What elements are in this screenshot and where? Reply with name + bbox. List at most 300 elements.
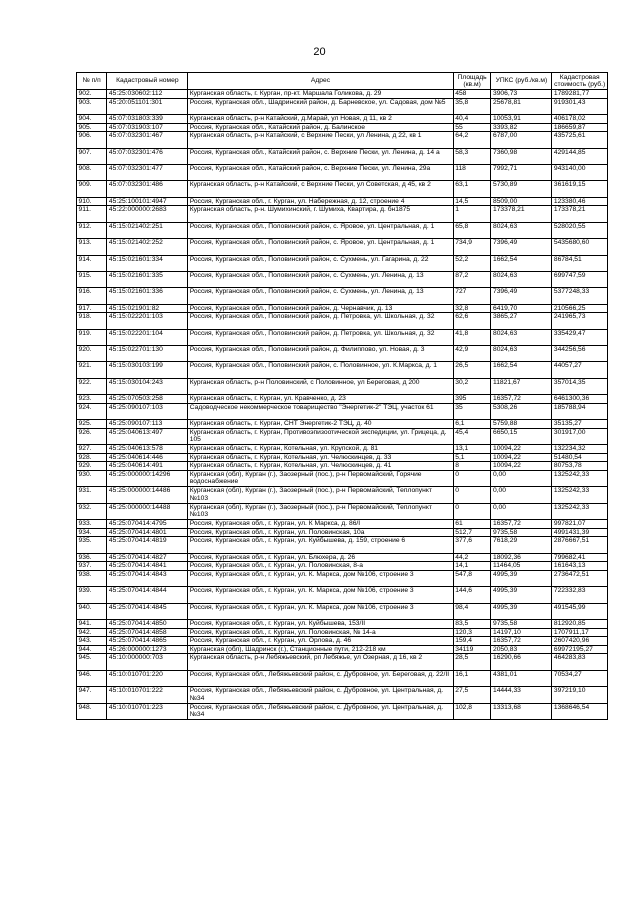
cell-cadastral: 45:25:070414:4850 (107, 620, 188, 629)
cell-num: 927. (77, 445, 107, 454)
cell-address: Россия, Курганская обл., Половинский район, с. Яровое, ул. Центральная, д. 1 (188, 239, 454, 255)
cell-num: 914. (77, 255, 107, 271)
cell-num: 920. (77, 346, 107, 362)
cell-cadastral: 45:25:070414:4795 (107, 520, 188, 529)
table-row (77, 603, 608, 619)
page-number: 20 (313, 46, 326, 58)
cell-address: Россия, Курганская обл., Лебяжьевский район, с. Дубровное, ул. Береговая, д. 22/II (188, 670, 454, 686)
cell-address: Курганская (обл), Шадринск (г.), Станционные пути, 212-218 км (188, 645, 454, 654)
cell-cost: 812920,85 (552, 620, 608, 629)
cell-area: 65,8 (453, 222, 491, 238)
cell-address: Россия, Курганская обл., Половинский район, д. Петровка, ул. Школьная, д. 32 (188, 313, 454, 329)
cell-num: 922. (77, 378, 107, 394)
cell-num: 941. (77, 620, 107, 629)
cell-cadastral: 45:15:021601:334 (107, 255, 188, 271)
cell-area: 30,2 (453, 378, 491, 394)
cell-address: Курганская область, р-н Катайский, с Верхние Пески, ул Ленина, д 22, кв 1 (188, 132, 454, 148)
cell-upks: 7360,98 (491, 148, 552, 164)
cell-address: Курганская область, р-н Лебяжьевский, рп Лебяжье, ул Озерная, д 16, кв 2 (188, 654, 454, 670)
cell-num: 946. (77, 670, 107, 686)
cell-address: Курганская область, г. Курган, Котельная, ул. Челюскинцев, д. 41 (188, 462, 454, 471)
cell-address: Курганская (обл), Курган (г.), Заозерный (пос.), р-н Первомайский, Горячие водоснабжение (188, 470, 454, 486)
cell-upks: 4995,39 (491, 570, 552, 586)
cell-cost: 5435680,60 (552, 239, 608, 255)
table-row (77, 528, 608, 537)
cell-area: 547,8 (453, 570, 491, 586)
cell-area: 118 (453, 164, 491, 180)
cell-address: Россия, Курганская обл., г. Курган, ул. К Маркса, д. 86/I (188, 520, 454, 529)
cell-num: 926. (77, 428, 107, 444)
cell-address: Россия, Курганская обл., Половинский район, с. Сухмень, ул. Ленина, д. 13 (188, 271, 454, 287)
cell-num: 942. (77, 628, 107, 637)
cell-cost: 70534,27 (552, 670, 608, 686)
cell-upks: 2050,83 (491, 645, 552, 654)
cell-num: 928. (77, 453, 107, 462)
cell-upks: 11464,05 (491, 562, 552, 571)
table-row (77, 395, 608, 404)
cell-cost: 361619,15 (552, 181, 608, 197)
cell-upks: 7618,29 (491, 537, 552, 553)
cell-cadastral: 45:22:000000:2683 (107, 206, 188, 222)
cell-upks: 10094,22 (491, 445, 552, 454)
cell-upks: 25678,81 (491, 98, 552, 114)
cell-num: 915. (77, 271, 107, 287)
cell-area: 55 (453, 123, 491, 132)
cell-address: Россия, Курганская обл., г. Курган, ул. Куйбышева, 153/II (188, 620, 454, 629)
cell-num: 916. (77, 288, 107, 304)
cell-area: 159,4 (453, 637, 491, 646)
cell-cost: 943140,00 (552, 164, 608, 180)
table-row (77, 570, 608, 586)
table-row (77, 123, 608, 132)
table-row (77, 378, 608, 394)
cell-address: Россия, Курганская обл., г. Курган, ул. Набережная, д. 12, строение 4 (188, 197, 454, 206)
cell-num: 933. (77, 520, 107, 529)
cell-cadastral: 45:15:022201:104 (107, 329, 188, 345)
cell-cost: 210566,25 (552, 304, 608, 313)
cell-area: 0 (453, 470, 491, 486)
cell-area: 62,6 (453, 313, 491, 329)
cell-upks: 16290,66 (491, 654, 552, 670)
table-row (77, 304, 608, 313)
table-row (77, 537, 608, 553)
cell-area: 41,8 (453, 329, 491, 345)
cell-cost: 6461300,36 (552, 395, 608, 404)
cell-cost: 301917,00 (552, 428, 608, 444)
cell-cost: 1325242,33 (552, 470, 608, 486)
cell-num: 943. (77, 637, 107, 646)
cell-cost: 1325242,33 (552, 503, 608, 519)
cell-upks: 0,00 (491, 487, 552, 503)
table-row (77, 98, 608, 114)
cell-cadastral: 45:25:100101:4947 (107, 197, 188, 206)
table-row (77, 428, 608, 444)
cell-cadastral: 45:07:032301:476 (107, 148, 188, 164)
cell-num: 907. (77, 148, 107, 164)
cell-address: Россия, Курганская обл., Шадринский район, д. Барневское, ул. Садовая, дом №5 (188, 98, 454, 114)
cadastral-table (76, 72, 608, 720)
cell-upks: 16357,72 (491, 520, 552, 529)
cell-address: Россия, Курганская обл., г. Курган, ул. Половинская, 10а (188, 528, 454, 537)
table-row (77, 329, 608, 345)
table-row (77, 181, 608, 197)
cell-area: 26,5 (453, 362, 491, 378)
cell-upks: 9735,58 (491, 620, 552, 629)
cell-cost: 335429,47 (552, 329, 608, 345)
cell-cost: 186659,87 (552, 123, 608, 132)
cell-address: Россия, Курганская обл., г. Курган, ул. Половинская, 8-а (188, 562, 454, 571)
cell-area: 63,1 (453, 181, 491, 197)
cell-area: 58,3 (453, 148, 491, 164)
cell-address: Садоводческое некоммерческое товарищество "Энергетик-2" ТЭЦ, участок 61 (188, 403, 454, 419)
cell-address: Россия, Курганская обл., Катайский район, с. Верхние Пески, ул. Ленина, 29а (188, 164, 454, 180)
cell-num: 902. (77, 90, 107, 99)
cell-address: Россия, Курганская обл., Лебяжьевский район, с. Дубровное, ул. Центральная, д. №34 (188, 703, 454, 719)
table-body (77, 90, 608, 720)
cell-upks: 4995,39 (491, 587, 552, 603)
cell-address: Россия, Курганская обл., г. Курган, ул. Блюхера, д. 26 (188, 553, 454, 562)
cell-upks: 7396,49 (491, 288, 552, 304)
cell-cadastral: 45:26:000000:1273 (107, 645, 188, 654)
cell-area: 0 (453, 487, 491, 503)
cell-cadastral: 45:15:021402:251 (107, 222, 188, 238)
cell-num: 910. (77, 197, 107, 206)
cell-cadastral: 45:25:040614:491 (107, 462, 188, 471)
cell-area: 120,3 (453, 628, 491, 637)
cell-cost: 435725,61 (552, 132, 608, 148)
cell-num: 944. (77, 645, 107, 654)
cell-area: 734,9 (453, 239, 491, 255)
table-row (77, 197, 608, 206)
cell-area: 0 (453, 503, 491, 519)
cell-area: 16,1 (453, 670, 491, 686)
cell-upks: 7992,71 (491, 164, 552, 180)
cell-cadastral: 45:15:021601:335 (107, 271, 188, 287)
cell-cost: 44057,27 (552, 362, 608, 378)
cell-address: Россия, Курганская обл., Половинский район, с. Половинное, ул. К.Маркса, д. 1 (188, 362, 454, 378)
cell-num: 904. (77, 114, 107, 123)
cell-upks: 7396,49 (491, 239, 552, 255)
cell-upks: 6787,00 (491, 132, 552, 148)
cell-area: 458 (453, 90, 491, 99)
cell-upks: 1662,54 (491, 255, 552, 271)
cell-num: 948. (77, 703, 107, 719)
table-row (77, 271, 608, 287)
cell-address: Россия, Курганская обл., г. Курган, ул. К. Маркса, дом №106, строение 3 (188, 587, 454, 603)
cell-upks: 173378,21 (491, 206, 552, 222)
cell-cadastral: 45:10:000000:703 (107, 654, 188, 670)
cell-cadastral: 45:25:070414:4801 (107, 528, 188, 537)
cell-area: 102,8 (453, 703, 491, 719)
table-row (77, 239, 608, 255)
cell-upks: 13313,68 (491, 703, 552, 719)
cell-num: 932. (77, 503, 107, 519)
cell-area: 14,5 (453, 197, 491, 206)
cell-cost: 1707911,17 (552, 628, 608, 637)
cell-cadastral: 45:15:021601:336 (107, 288, 188, 304)
cell-num: 929. (77, 462, 107, 471)
cell-address: Россия, Курганская обл., Половинский район, с. Сухмень, ул. Гагарина, д. 22 (188, 255, 454, 271)
cell-cadastral: 45:25:070414:4841 (107, 562, 188, 571)
cell-cadastral: 45:25:070414:4843 (107, 570, 188, 586)
cell-cost: 799682,41 (552, 553, 608, 562)
cell-area: 14,1 (453, 562, 491, 571)
cell-cadastral: 45:25:070503:258 (107, 395, 188, 404)
cell-num: 935. (77, 537, 107, 553)
cell-cadastral: 45:07:032301:477 (107, 164, 188, 180)
cell-num: 905. (77, 123, 107, 132)
cell-cadastral: 45:15:021402:252 (107, 239, 188, 255)
cell-cadastral: 45:07:031903:107 (107, 123, 188, 132)
table-row (77, 445, 608, 454)
cell-area: 28,5 (453, 654, 491, 670)
cell-num: 908. (77, 164, 107, 180)
cell-address: Россия, Курганская обл., Половинский район, с. Сухмень, ул. Ленина, д. 13 (188, 288, 454, 304)
cell-cadastral: 45:15:022701:130 (107, 346, 188, 362)
cell-cost: 51480,54 (552, 453, 608, 462)
table-row (77, 520, 608, 529)
cell-upks: 4381,01 (491, 670, 552, 686)
cell-address: Россия, Курганская обл., г. Курган, ул. Орлова, д. 46 (188, 637, 454, 646)
cell-address: Россия, Курганская обл., г. Курган, ул. Куйбышева, д. 159, строение 6 (188, 537, 454, 553)
table-row (77, 687, 608, 703)
cell-cost: 123380,46 (552, 197, 608, 206)
cell-upks: 4995,39 (491, 603, 552, 619)
cell-upks: 14197,10 (491, 628, 552, 637)
cell-area: 512,7 (453, 528, 491, 537)
cell-cadastral: 45:25:000000:14486 (107, 487, 188, 503)
table-row (77, 470, 608, 486)
cell-num: 911. (77, 206, 107, 222)
table-row (77, 313, 608, 329)
table-row (77, 288, 608, 304)
cell-area: 13,1 (453, 445, 491, 454)
cell-upks: 3393,82 (491, 123, 552, 132)
cell-area: 32,8 (453, 304, 491, 313)
cell-cost: 185788,94 (552, 403, 608, 419)
cell-cost: 35135,27 (552, 420, 608, 429)
cell-address: Россия, Курганская обл., Катайский район, с. Верхние Пески, ул. Ленина, д. 14 а (188, 148, 454, 164)
table-row (77, 487, 608, 503)
cell-upks: 8024,63 (491, 329, 552, 345)
table-row (77, 132, 608, 148)
cell-area: 377,6 (453, 537, 491, 553)
cell-address: Курганская область, р-н Половинский, с Половинное, ул Береговая, д 200 (188, 378, 454, 394)
cell-cadastral: 45:10:010701:223 (107, 703, 188, 719)
cell-num: 939. (77, 587, 107, 603)
cell-cadastral: 45:25:070414:4845 (107, 603, 188, 619)
cell-cadastral: 45:25:040613:578 (107, 445, 188, 454)
table-row (77, 420, 608, 429)
header-upks: УПКС (руб./кв.м) (491, 73, 552, 90)
cell-area: 44,2 (453, 553, 491, 562)
cell-cadastral: 45:10:010701:220 (107, 670, 188, 686)
cell-cadastral: 45:25:030602:112 (107, 90, 188, 99)
table-row (77, 453, 608, 462)
table-row (77, 222, 608, 238)
cell-cost: 919301,43 (552, 98, 608, 114)
cell-cadastral: 45:15:030103:199 (107, 362, 188, 378)
cell-cadastral: 45:25:000000:14296 (107, 470, 188, 486)
cell-address: Курганская область, р-н. Шумихинский, г. Шумиха, Квартира, д. бн1875 (188, 206, 454, 222)
table-row (77, 255, 608, 271)
cell-upks: 8509,00 (491, 197, 552, 206)
table-row (77, 654, 608, 670)
cell-upks: 3865,27 (491, 313, 552, 329)
cell-cadastral: 45:07:032301:467 (107, 132, 188, 148)
header-cost: Кадастровая стоимость (руб.) (552, 73, 608, 90)
cell-upks: 11821,67 (491, 378, 552, 394)
cell-area: 61 (453, 520, 491, 529)
cell-upks: 14444,33 (491, 687, 552, 703)
cell-upks: 10094,22 (491, 462, 552, 471)
table-header-row (77, 73, 608, 90)
cell-cost: 344256,56 (552, 346, 608, 362)
cell-num: 930. (77, 470, 107, 486)
cell-upks: 6650,15 (491, 428, 552, 444)
cell-area: 27,5 (453, 687, 491, 703)
cell-cost: 1789281,77 (552, 90, 608, 99)
cell-address: Россия, Курганская обл., г. Курган, ул. К. Маркса, дом №106, строение 3 (188, 603, 454, 619)
cell-cadastral: 45:25:070414:4858 (107, 628, 188, 637)
cell-num: 931. (77, 487, 107, 503)
cell-num: 921. (77, 362, 107, 378)
cell-address: Россия, Курганская обл., г. Курган, ул. Половинская, № 14-а (188, 628, 454, 637)
cell-address: Россия, Курганская обл., Половинский район, д. Петровка, ул. Школьная, д. 32 (188, 329, 454, 345)
cell-cost: 2876667,51 (552, 537, 608, 553)
cell-num: 913. (77, 239, 107, 255)
cell-cadastral: 45:15:022201:103 (107, 313, 188, 329)
cell-cadastral: 45:25:070414:4819 (107, 537, 188, 553)
cell-cost: 406178,02 (552, 114, 608, 123)
cell-address: Курганская область, г. Курган, Котельная, ул. Челюскинцев, д. 33 (188, 453, 454, 462)
cell-cadastral: 45:07:032301:486 (107, 181, 188, 197)
cell-area: 64,2 (453, 132, 491, 148)
table-row (77, 562, 608, 571)
cell-cost: 528020,55 (552, 222, 608, 238)
table-row (77, 553, 608, 562)
cell-area: 98,4 (453, 603, 491, 619)
cell-address: Курганская область, г. Курган, СНТ Энергетик-2 ТЭЦ, д. 40 (188, 420, 454, 429)
cell-upks: 3906,73 (491, 90, 552, 99)
cell-area: 5,1 (453, 453, 491, 462)
cell-num: 924. (77, 403, 107, 419)
cell-cost: 2607420,96 (552, 637, 608, 646)
cell-cost: 429144,85 (552, 148, 608, 164)
cell-upks: 10094,22 (491, 453, 552, 462)
cell-num: 906. (77, 132, 107, 148)
cell-cost: 69972195,27 (552, 645, 608, 654)
cell-cost: 161643,13 (552, 562, 608, 571)
cell-cost: 491545,99 (552, 603, 608, 619)
header-cadastral: Кадастровый номер (107, 73, 188, 90)
cell-address: Курганская (обл), Курган (г.), Заозерный (пос.), р-н Первомайский, Теплопункт №103 (188, 487, 454, 503)
cell-cost: 5377248,33 (552, 288, 608, 304)
cell-address: Россия, Курганская обл., Половинский район, д. Филиппово, ул. Новая, д. 3 (188, 346, 454, 362)
table-row (77, 637, 608, 646)
table-row (77, 587, 608, 603)
table-row (77, 462, 608, 471)
cell-num: 925. (77, 420, 107, 429)
header-address: Адрес (188, 73, 454, 90)
cell-address: Россия, Курганская обл., Половинский район, с. Яровое, ул. Центральная, д. 1 (188, 222, 454, 238)
table-row (77, 503, 608, 519)
cell-upks: 16357,72 (491, 637, 552, 646)
cell-upks: 8024,63 (491, 346, 552, 362)
cell-cost: 2736472,51 (552, 570, 608, 586)
cell-area: 87,2 (453, 271, 491, 287)
cell-address: Россия, Курганская обл., г. Курган, ул. К. Маркса, дом №106, строение 3 (188, 570, 454, 586)
cell-num: 945. (77, 654, 107, 670)
cell-num: 917. (77, 304, 107, 313)
cell-cadastral: 45:25:000000:14488 (107, 503, 188, 519)
cell-upks: 5759,88 (491, 420, 552, 429)
cell-area: 52,2 (453, 255, 491, 271)
cell-upks: 18092,36 (491, 553, 552, 562)
table-row (77, 346, 608, 362)
cell-address: Курганская область, г. Курган, Противоэпизоотической экспедиции, ул. Грицеца, д. 105 (188, 428, 454, 444)
table-row (77, 164, 608, 180)
cell-cadastral: 45:25:090107:113 (107, 420, 188, 429)
cell-upks: 10053,91 (491, 114, 552, 123)
table-row (77, 628, 608, 637)
cell-area: 35,8 (453, 98, 491, 114)
table-row (77, 90, 608, 99)
cell-address: Россия, Курганская обл., Катайский район, д. Балинское (188, 123, 454, 132)
cell-area: 83,5 (453, 620, 491, 629)
cell-address: Курганская (обл), Курган (г.), Заозерный (пос.), р-н Первомайский, Теплопункт №103 (188, 503, 454, 519)
cell-upks: 9735,58 (491, 528, 552, 537)
cell-num: 909. (77, 181, 107, 197)
cell-area: 8 (453, 462, 491, 471)
cell-cadastral: 45:20:051101:301 (107, 98, 188, 114)
cell-upks: 1662,54 (491, 362, 552, 378)
cell-num: 923. (77, 395, 107, 404)
cell-upks: 0,00 (491, 470, 552, 486)
cell-cost: 1368646,54 (552, 703, 608, 719)
cell-cost: 132234,32 (552, 445, 608, 454)
cell-cadastral: 45:25:090107:103 (107, 403, 188, 419)
cell-cadastral: 45:25:070414:4865 (107, 637, 188, 646)
cell-cadastral: 45:07:031803:339 (107, 114, 188, 123)
cell-address: Курганская область, г. Курган, Котельная, ул. Крупской, д. 81 (188, 445, 454, 454)
header-area: Площадь (кв.м) (453, 73, 491, 90)
cell-cadastral: 45:10:010701:222 (107, 687, 188, 703)
cell-address: Курганская область, г. Курган, ул. Кравченко, д. 23 (188, 395, 454, 404)
cell-address: Россия, Курганская обл., Лебяжьевский район, с. Дубровное, ул. Центральная, д. №34 (188, 687, 454, 703)
cell-num: 919. (77, 329, 107, 345)
cell-upks: 5730,89 (491, 181, 552, 197)
cell-upks: 5308,26 (491, 403, 552, 419)
cell-area: 40,4 (453, 114, 491, 123)
table-row (77, 114, 608, 123)
cell-cost: 464283,83 (552, 654, 608, 670)
cell-upks: 6419,70 (491, 304, 552, 313)
table-row (77, 703, 608, 719)
cell-cadastral: 45:25:070414:4827 (107, 553, 188, 562)
cell-upks: 16357,72 (491, 395, 552, 404)
cell-num: 947. (77, 687, 107, 703)
cell-num: 912. (77, 222, 107, 238)
cell-num: 936. (77, 553, 107, 562)
cell-cost: 80753,78 (552, 462, 608, 471)
cell-area: 1 (453, 206, 491, 222)
cell-cost: 722332,83 (552, 587, 608, 603)
cell-upks: 0,00 (491, 503, 552, 519)
cell-upks: 8024,63 (491, 271, 552, 287)
cell-num: 903. (77, 98, 107, 114)
cell-area: 727 (453, 288, 491, 304)
